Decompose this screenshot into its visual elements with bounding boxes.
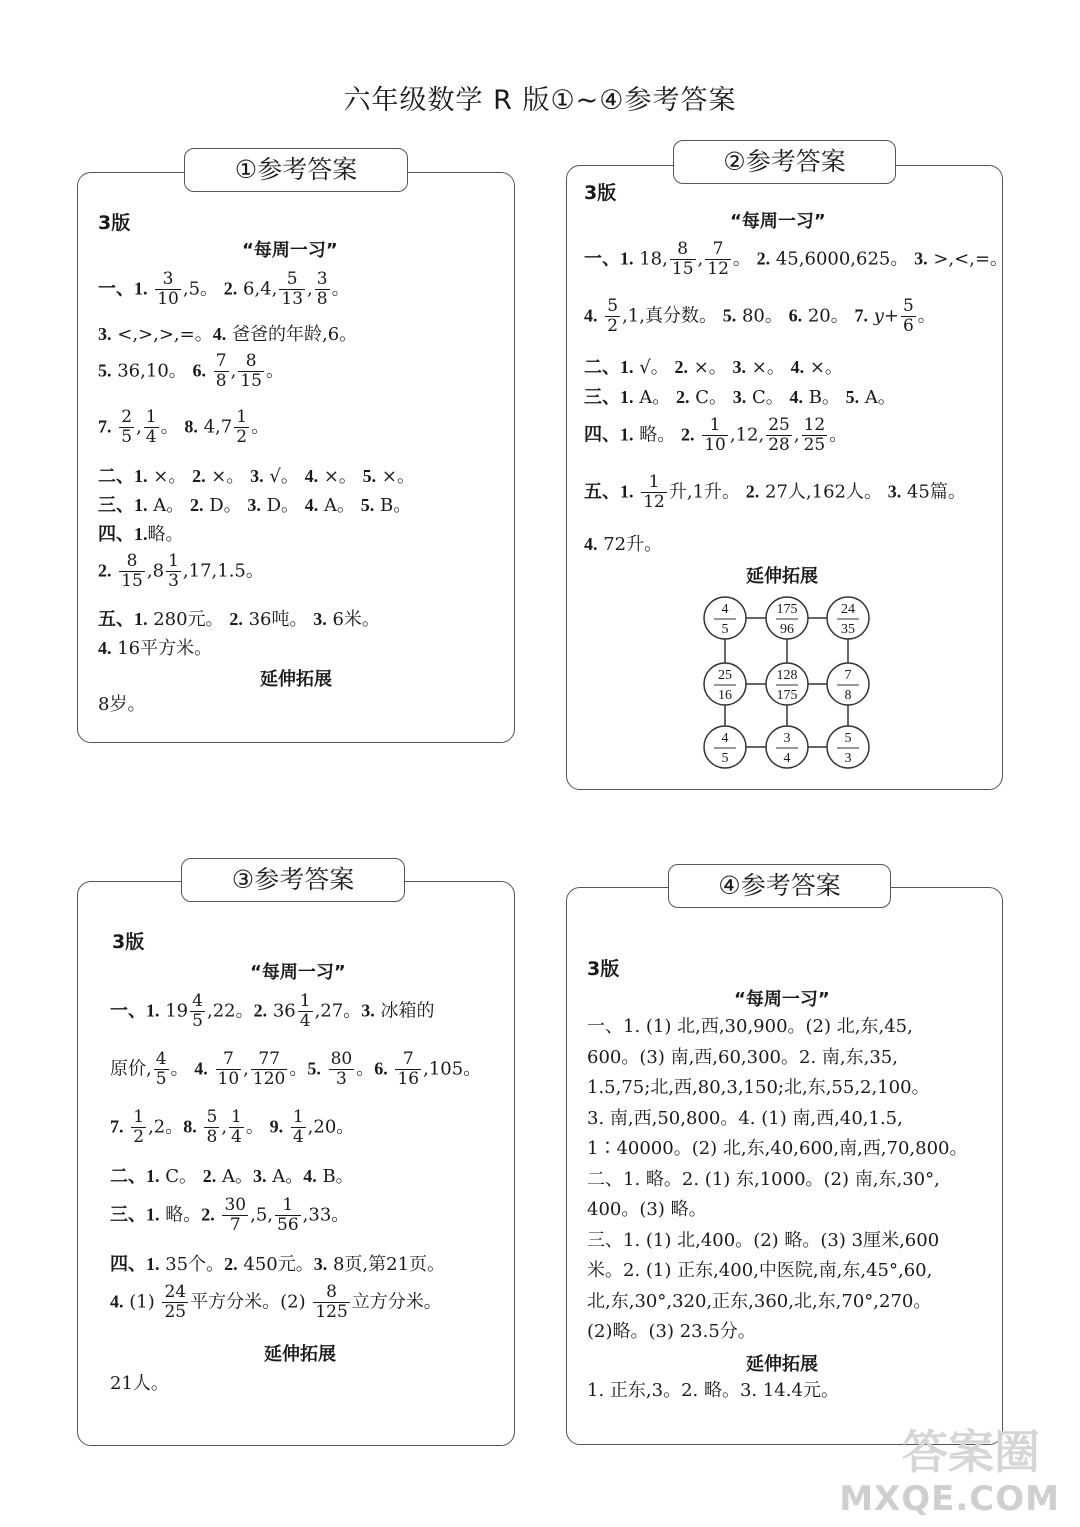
page-title: 六年级数学 R 版①~④参考答案 bbox=[343, 85, 737, 116]
grid-numerator: 7 bbox=[844, 668, 852, 683]
fraction: $\frac{4}{5}$ bbox=[155, 1049, 167, 1089]
p4-line: (2)略。(3) 23.5分。 bbox=[587, 1321, 756, 1342]
panel-3-edition: 3版 bbox=[112, 931, 145, 953]
panel-1-edition: 3版 bbox=[98, 212, 131, 234]
p4-line: 北,东,30°,320,正东,360,北,东,70°,270。 bbox=[587, 1290, 932, 1312]
panel-1-extend-heading: 延伸拓展 bbox=[260, 669, 332, 690]
fraction: $\frac{1}{3}$ bbox=[168, 551, 179, 591]
grid-numerator: 4 bbox=[721, 731, 729, 746]
p1-line-10: 4. 16平方米。 bbox=[98, 638, 213, 659]
fraction: $\frac{30}{7}$ bbox=[224, 1195, 247, 1235]
grid-denominator: 35 bbox=[841, 622, 855, 637]
grid-denominator: 3 bbox=[844, 751, 852, 766]
p4-line: 3. 南,西,50,800。4. (1) 南,西,40,1.5, bbox=[587, 1107, 903, 1129]
fraction: $\frac{8}{15}$ bbox=[240, 351, 262, 391]
p3-line-5: 三、1. 略。2. $\frac{30}{7}$ ,5, $\frac{1}{56}$ ,33。 bbox=[110, 1195, 350, 1235]
p1-line-3: 5. 36,10。 6. $\frac{7}{8}$ , $\frac{8}{15}$ 。 bbox=[98, 351, 284, 391]
p1-line-7: 四、1.略。 bbox=[98, 524, 184, 545]
fraction: $\frac{2}{5}$ bbox=[121, 407, 133, 447]
p1-line-2: 3. <,>,>,=。4. 爸爸的年龄,6。 bbox=[98, 324, 358, 345]
p1-line-9: 五、1. 280元。 2. 36吨。 3. 6米。 bbox=[98, 609, 380, 630]
grid-denominator: 175 bbox=[776, 688, 798, 703]
fraction: $\frac{3}{8}$ bbox=[316, 269, 328, 309]
panel-2-extend-heading: 延伸拓展 bbox=[746, 566, 818, 587]
fraction: $\frac{8}{125}$ bbox=[315, 1282, 348, 1322]
panel-4-extend-heading: 延伸拓展 bbox=[746, 1354, 818, 1375]
p3-line-1: 一、1. 19 $\frac{4}{5}$ ,22。2. 36 $\frac{1}{4}$ ,27。3. 冰箱的 bbox=[110, 991, 435, 1031]
fraction: $\frac{77}{120}$ bbox=[252, 1049, 286, 1089]
panel-3-tab: ③参考答案 bbox=[181, 858, 405, 902]
p4-line: 1.5,75;北,西,80,3,150;北,东,55,2,100。 bbox=[587, 1077, 930, 1098]
panel-2-tab: ②参考答案 bbox=[673, 140, 896, 184]
grid-denominator: 8 bbox=[844, 688, 852, 703]
p2-line-7: 4. 72升。 bbox=[584, 534, 663, 555]
p1-line-4: 7. $\frac{2}{5}$ , $\frac{1}{4}$ 。 8. 4,7 $\frac{1}{2}$ 。 bbox=[98, 407, 270, 447]
panel-4-weekly-heading: “每周一习” bbox=[734, 989, 830, 1010]
p1-line-6: 三、1. A。 2. D。 3. D。 4. A。 5. B。 bbox=[98, 495, 412, 516]
fraction: $\frac{7}{10}$ bbox=[217, 1049, 240, 1089]
p3-line-6: 四、1. 35个。2. 450元。3. 8页,第21页。 bbox=[110, 1254, 446, 1275]
grid-numerator: 24 bbox=[841, 602, 855, 617]
p3-line-3: 7. $\frac{1}{2}$ ,2。8. $\frac{5}{8}$ , $\frac{1}{4}$ 。 9. $\frac{1}{4}$ ,20。 bbox=[110, 1107, 355, 1147]
panel-4-edition: 3版 bbox=[587, 958, 620, 980]
p2-line-4: 三、1. A。 2. C。 3. C。 4. B。 5. A。 bbox=[584, 387, 896, 408]
p2-line-3: 二、1. √。 2. ×。 3. ×。 4. ×。 bbox=[584, 357, 843, 378]
fraction: $\frac{24}{25}$ bbox=[164, 1282, 187, 1322]
p4-line: 1∶40000。(2) 北,东,40,600,南,西,70,800。 bbox=[587, 1138, 968, 1159]
grid-numerator: 5 bbox=[844, 731, 852, 746]
fraction: $\frac{1}{10}$ bbox=[704, 415, 726, 455]
p4-line: 400。(3) 略。 bbox=[587, 1199, 707, 1220]
fraction: $\frac{1}{4}$ bbox=[231, 1107, 242, 1147]
fraction: $\frac{7}{12}$ bbox=[707, 239, 729, 279]
panel-2-edition: 3版 bbox=[584, 182, 617, 204]
fraction: $\frac{1}{4}$ bbox=[145, 407, 157, 447]
p1-line-8: 2. $\frac{8}{15}$ ,8 $\frac{1}{3}$ ,17,1.5。 bbox=[98, 551, 264, 591]
watermark-logo: 答案圈 bbox=[902, 1425, 1040, 1479]
fraction: $\frac{25}{28}$ bbox=[768, 415, 790, 455]
fraction: $\frac{5}{13}$ bbox=[281, 269, 304, 309]
fraction-grid-puzzle bbox=[690, 588, 890, 778]
panel-3-extend-heading: 延伸拓展 bbox=[264, 1344, 336, 1365]
p2-line-2: 4. $\frac{5}{2}$ ,1,真分数。 5. 80。 6. 20。 7. y+ $\frac{5}{6}$ 。 bbox=[584, 296, 936, 336]
panel-2-weekly-heading: “每周一习” bbox=[730, 211, 826, 232]
grid-numerator: 128 bbox=[776, 668, 798, 683]
grid-denominator: 96 bbox=[780, 622, 794, 637]
grid-denominator: 5 bbox=[721, 622, 729, 637]
p1-line-5: 二、1. ×。 2. ×。 3. √。 4. ×。 5. ×。 bbox=[98, 466, 415, 487]
fraction: $\frac{5}{2}$ bbox=[607, 296, 619, 336]
p4-line: 三、1. (1) 北,400。(2) 略。(3) 3厘米,600 bbox=[587, 1229, 940, 1251]
p2-line-6: 五、1. $\frac{1}{12}$ 升,1升。 2. 27人,162人。 3. 45篇。 bbox=[584, 472, 966, 512]
fraction: $\frac{12}{25}$ bbox=[803, 415, 826, 455]
p4-line: 600。(3) 南,西,60,300。2. 南,东,35, bbox=[587, 1046, 898, 1068]
fraction: $\frac{8}{15}$ bbox=[121, 551, 143, 591]
fraction: $\frac{1}{2}$ bbox=[133, 1107, 145, 1147]
fraction: $\frac{5}{6}$ bbox=[902, 296, 914, 336]
grid-numerator: 175 bbox=[776, 602, 798, 617]
p2-line-5: 四、1. 略。 2. $\frac{1}{10}$ ,12, $\frac{25}{28}$ , $\frac{12}{25}$ 。 bbox=[584, 415, 848, 455]
p3-line-7: 4. (1) $\frac{24}{25}$ 平方分米。(2) $\frac{8}{125}$ 立方分米。 bbox=[110, 1282, 442, 1322]
p4-line: 米。2. (1) 正东,400,中医院,南,东,45°,60, bbox=[587, 1260, 933, 1281]
p4-line: 二、1. 略。2. (1) 东,1000。(2) 南,东,30°, bbox=[587, 1168, 940, 1190]
fraction: $\frac{1}{12}$ bbox=[643, 472, 665, 512]
fraction: $\frac{1}{56}$ bbox=[277, 1195, 299, 1235]
fraction: $\frac{1}{4}$ bbox=[299, 991, 311, 1031]
p1-line-1: 一、1. $\frac{3}{10}$ ,5。 2. 6,4, $\frac{5}{13}$ , $\frac{3}{8}$ 。 bbox=[98, 269, 350, 309]
grid-denominator: 4 bbox=[783, 751, 791, 766]
panel-1-tab: ①参考答案 bbox=[184, 148, 408, 192]
fraction: $\frac{3}{10}$ bbox=[157, 269, 179, 309]
fraction: $\frac{1}{2}$ bbox=[236, 407, 248, 447]
p3-line-2: 原价, $\frac{4}{5}$ 。 4. $\frac{7}{10}$ , $\frac{77}{120}$ 。5. $\frac{80}{3}$ 。6. $\frac{7}{16}$ ,105。 bbox=[110, 1049, 482, 1089]
fraction: $\frac{7}{16}$ bbox=[397, 1049, 420, 1089]
panel-4-tab: ④参考答案 bbox=[668, 864, 891, 908]
grid-numerator: 25 bbox=[718, 668, 732, 683]
fraction: $\frac{80}{3}$ bbox=[330, 1049, 353, 1089]
panel-1-extend-answer: 8岁。 bbox=[98, 694, 146, 715]
grid-denominator: 5 bbox=[721, 751, 729, 766]
panel-3-extend-answer: 21人。 bbox=[110, 1373, 169, 1394]
fraction: $\frac{7}{8}$ bbox=[215, 351, 227, 391]
p2-line-1: 一、1. 18, $\frac{8}{15}$ , $\frac{7}{12}$ 。 2. 45,6000,625。 3. >,<,=。 bbox=[584, 239, 1009, 279]
fraction: $\frac{5}{8}$ bbox=[206, 1107, 218, 1147]
grid-numerator: 3 bbox=[783, 731, 791, 746]
p4-line: 一、1. (1) 北,西,30,900。(2) 北,东,45, bbox=[587, 1016, 913, 1037]
grid-numerator: 4 bbox=[721, 602, 729, 617]
fraction: $\frac{1}{4}$ bbox=[292, 1107, 304, 1147]
panel-1-weekly-heading: “每周一习” bbox=[242, 240, 338, 261]
p3-line-4: 二、1. C。 2. A。3. A。4. B。 bbox=[110, 1166, 354, 1187]
fraction: $\frac{8}{15}$ bbox=[671, 239, 694, 279]
panel-4-extend-answer: 1. 正东,3。2. 略。3. 14.4元。 bbox=[587, 1380, 839, 1401]
watermark-text: MXQE.COM bbox=[839, 1479, 1060, 1519]
panel-3-weekly-heading: “每周一习” bbox=[250, 962, 346, 983]
fraction: $\frac{4}{5}$ bbox=[192, 991, 203, 1031]
grid-denominator: 16 bbox=[718, 688, 732, 703]
